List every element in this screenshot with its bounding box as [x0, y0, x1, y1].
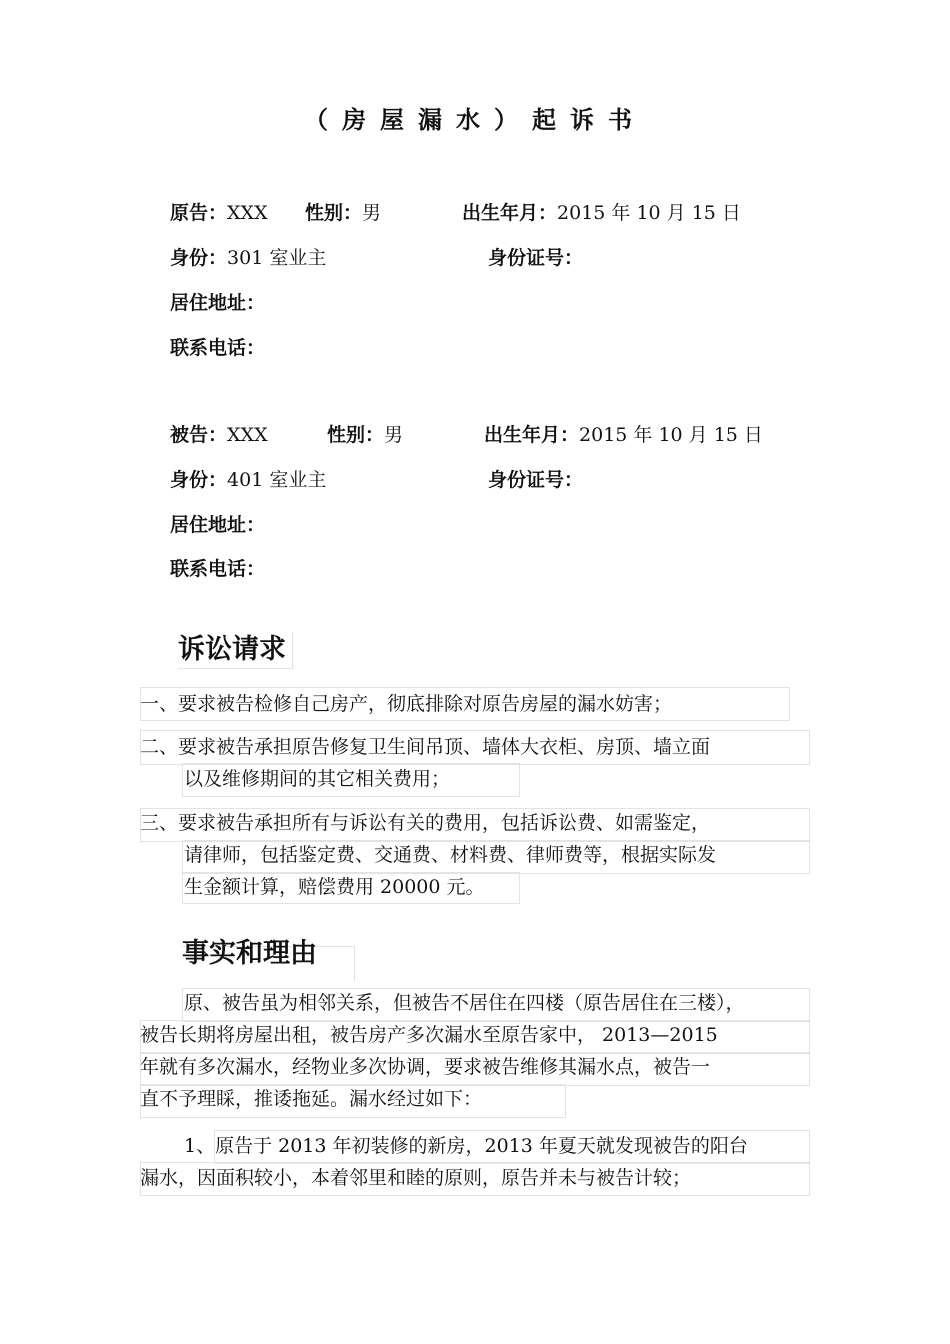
plaintiff-gender-label: 性别：	[305, 202, 363, 224]
defendant-id-number-row	[488, 467, 583, 493]
claim-item-1	[140, 688, 810, 720]
defendant-identity-label: 身份：	[170, 469, 228, 491]
plaintiff-identity-row	[170, 245, 326, 271]
defendant-name: XXX	[227, 424, 268, 446]
plaintiff-id-number-label: 身份证号：	[488, 247, 584, 269]
facts-paragraph-2-line-2: 漏水，因面积较小，本着邻里和睦的原则，原告并未与被告计较；	[140, 1167, 692, 1189]
defendant-gender-label: 性别：	[327, 424, 385, 446]
defendant-phone-label: 联系电话：	[170, 558, 266, 580]
facts-paragraph-1	[140, 987, 812, 1115]
facts-paragraph-1-line-3: 年就有多次漏水，经物业多次协调，要求被告维修其漏水点，被告一	[140, 1056, 711, 1078]
claim-item-3-line-3: 生金额计算，赔偿费用 20000 元。	[184, 876, 485, 898]
defendant-gender: 男	[384, 424, 404, 446]
plaintiff-phone-row	[170, 335, 265, 361]
facts-paragraph-2-line-1: 1、原告于 2013 年初装修的新房，2013 年夏天就发现被告的阳台	[184, 1135, 748, 1157]
defendant-name-row	[170, 422, 268, 448]
defendant-birth-label: 出生年月：	[484, 424, 580, 446]
plaintiff-birth: 2015 年 10 月 15 日	[557, 202, 741, 224]
plaintiff-identity: 301 室业主	[227, 247, 327, 269]
plaintiff-phone-label: 联系电话：	[170, 337, 266, 359]
claim-item-2-line-1: 二、要求被告承担原告修复卫生间吊顶、墙体大衣柜、房顶、墙立面	[140, 736, 711, 758]
plaintiff-role-label: 原告：	[170, 202, 228, 224]
defendant-phone-row	[170, 556, 265, 582]
claim-item-3	[140, 807, 812, 903]
defendant-address-row	[170, 512, 265, 538]
facts-paragraph-1-line-4: 直不予理睬，推诿拖延。漏水经过如下：	[140, 1088, 483, 1110]
defendant-gender-row	[327, 422, 403, 448]
defendant-role-label: 被告：	[170, 424, 228, 446]
claim-item-2	[140, 731, 812, 795]
plaintiff-birth-row	[462, 200, 741, 226]
plaintiff-gender-row	[305, 200, 381, 226]
defendant-identity: 401 室业主	[227, 469, 327, 491]
plaintiff-id-number-row	[488, 245, 583, 271]
plaintiff-identity-label: 身份：	[170, 247, 228, 269]
plaintiff-birth-label: 出生年月：	[462, 202, 558, 224]
facts-paragraph-2	[140, 1130, 812, 1194]
facts-paragraph-1-line-1: 原、被告虽为相邻关系，但被告不居住在四楼（原告居住在三楼），	[184, 992, 745, 1014]
defendant-birth: 2015 年 10 月 15 日	[579, 424, 763, 446]
claim-item-3-line-2: 请律师，包括鉴定费、交通费、材料费、律师费等，根据实际发	[184, 844, 717, 866]
plaintiff-address-row	[170, 290, 265, 316]
page-title: （房屋漏水）起诉书	[304, 106, 646, 134]
plaintiff-name: XXX	[227, 202, 268, 224]
facts-paragraph-1-line-2: 被告长期将房屋出租，被告房产多次漏水至原告家中， 2013—2015	[140, 1024, 718, 1046]
claim-item-2-line-2: 以及维修期间的其它相关费用；	[184, 768, 451, 790]
plaintiff-name-row	[170, 200, 268, 226]
defendant-address-label: 居住地址：	[170, 514, 266, 536]
claim-item-1-line-1: 一、要求被告检修自己房产，彻底排除对原告房屋的漏水妨害；	[140, 693, 673, 715]
claims-heading: 诉讼请求	[178, 634, 286, 665]
facts-heading: 事实和理由	[182, 938, 317, 969]
defendant-identity-row	[170, 467, 326, 493]
defendant-id-number-label: 身份证号：	[488, 469, 584, 491]
defendant-birth-row	[484, 422, 763, 448]
plaintiff-gender: 男	[362, 202, 382, 224]
plaintiff-address-label: 居住地址：	[170, 292, 266, 314]
claim-item-3-line-1: 三、要求被告承担所有与诉讼有关的费用，包括诉讼费、如需鉴定，	[140, 812, 711, 834]
